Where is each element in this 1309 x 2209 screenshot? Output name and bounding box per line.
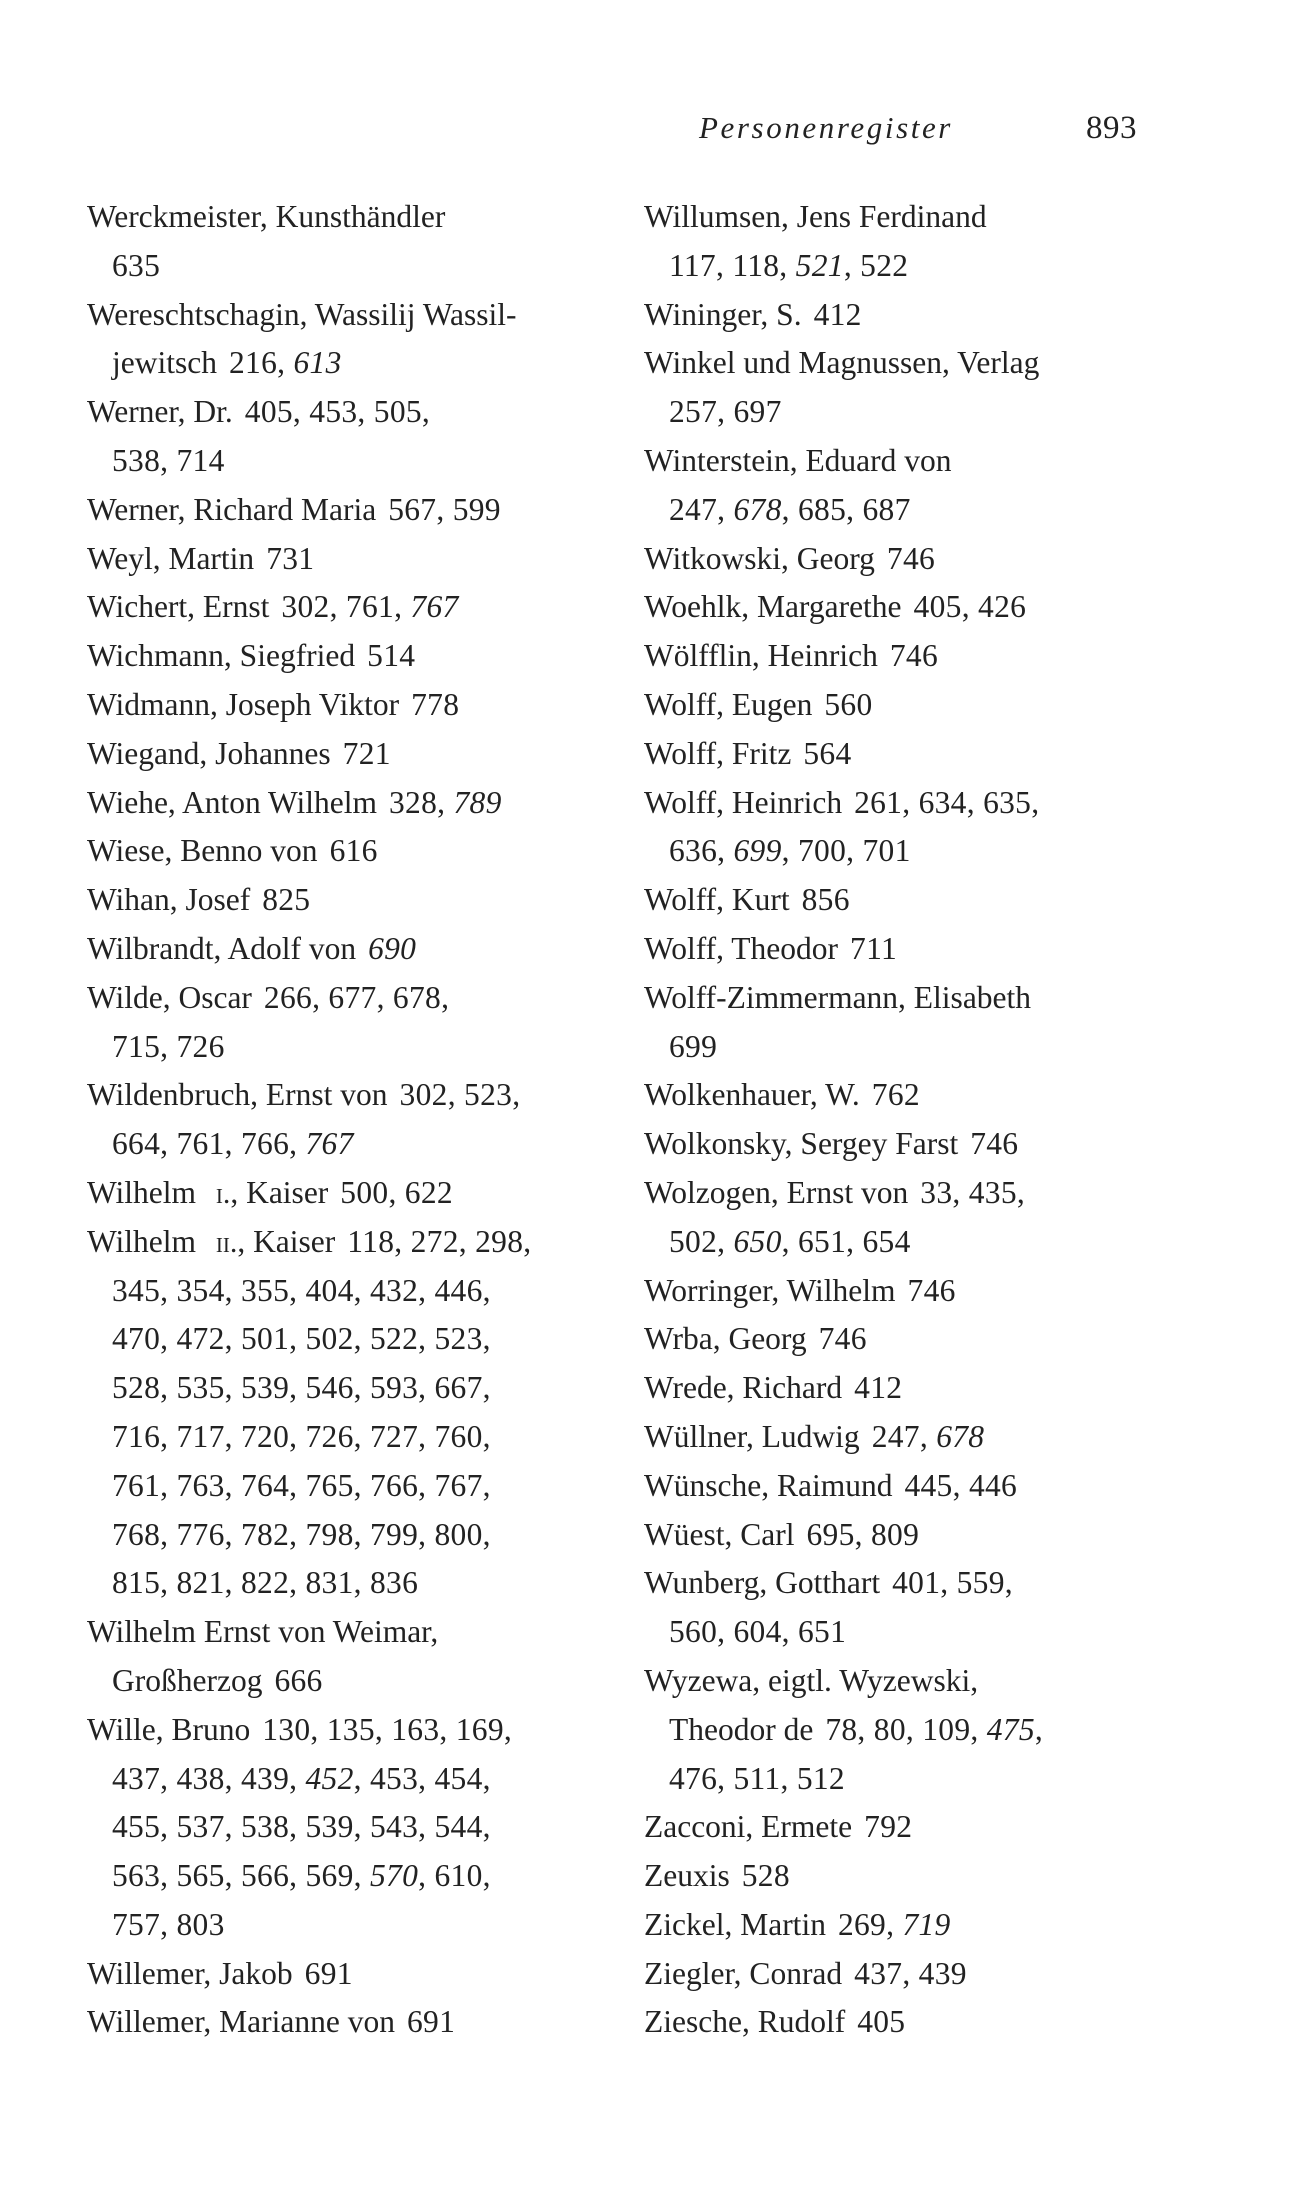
page-reference: 455, 537, 538, 539, 543, 544, bbox=[112, 1809, 491, 1845]
person-name: Wolff, Heinrich bbox=[644, 784, 843, 820]
page-reference: , 453, 454, bbox=[353, 1760, 491, 1796]
person-name: Wildenbruch, Ernst von bbox=[87, 1077, 388, 1113]
index-continuation-line bbox=[87, 437, 587, 486]
page-reference: 302, 761, bbox=[281, 589, 411, 625]
index-entry-line bbox=[87, 1998, 587, 2047]
page-reference: , 651, 654 bbox=[781, 1223, 911, 1259]
index-entry-line bbox=[87, 486, 587, 535]
person-name: Wrede, Richard bbox=[644, 1370, 843, 1406]
page-reference-italic: 719 bbox=[902, 1906, 951, 1942]
index-entry-line bbox=[644, 1901, 1144, 1950]
index-entry-line bbox=[644, 437, 1144, 486]
index-continuation-line bbox=[87, 1901, 587, 1950]
page-reference: 261, 634, 635, bbox=[854, 784, 1040, 820]
page-reference: 257, 697 bbox=[669, 394, 782, 430]
page-reference: 746 bbox=[907, 1272, 956, 1308]
person-name: Winterstein, Eduard von bbox=[644, 442, 952, 478]
index-entry-line bbox=[87, 876, 587, 925]
page-reference: 405 bbox=[857, 2004, 906, 2040]
index-continuation-line bbox=[87, 1852, 587, 1901]
page-reference: 302, 523, bbox=[399, 1077, 521, 1113]
page-reference: 528, 535, 539, 546, 593, 667, bbox=[112, 1370, 491, 1406]
index-column-left bbox=[87, 193, 587, 2047]
page-reference: 78, 80, 109, bbox=[825, 1711, 987, 1747]
index-entry-line bbox=[644, 291, 1144, 340]
person-name: Wilhelm bbox=[87, 1223, 204, 1259]
page-reference: 437, 439 bbox=[854, 1955, 967, 1991]
person-name: Ziegler, Conrad bbox=[644, 1955, 843, 1991]
person-name: Wichmann, Siegfried bbox=[87, 638, 356, 674]
person-name: Wilbrandt, Adolf von bbox=[87, 930, 357, 966]
page-reference: 538, 714 bbox=[112, 442, 225, 478]
page-reference: 345, 354, 355, 404, 432, 446, bbox=[112, 1272, 491, 1308]
page-reference: 514 bbox=[367, 638, 416, 674]
index-entry-line bbox=[87, 388, 587, 437]
index-continuation-line bbox=[87, 1657, 587, 1706]
index-entry-line bbox=[87, 1218, 587, 1267]
page-reference: 117, 118, bbox=[669, 247, 796, 283]
index-entry-line bbox=[644, 925, 1144, 974]
person-name: Wereschtschagin, Wassilij Wassil- bbox=[87, 296, 517, 332]
index-entry-line bbox=[87, 535, 587, 584]
person-name: Wolff, Fritz bbox=[644, 735, 792, 771]
running-head bbox=[0, 100, 1309, 156]
person-name: Theodor de bbox=[669, 1711, 814, 1747]
person-name: Worringer, Wilhelm bbox=[644, 1272, 896, 1308]
index-continuation-line bbox=[644, 1023, 1144, 1072]
index-continuation-line bbox=[644, 827, 1144, 876]
index-continuation-line bbox=[87, 1803, 587, 1852]
page-reference: 616 bbox=[329, 833, 378, 869]
page-reference: 247, bbox=[871, 1418, 937, 1454]
person-name: , Kaiser bbox=[237, 1223, 336, 1259]
person-name: Wilhelm bbox=[87, 1174, 204, 1210]
page-reference: , 522 bbox=[843, 247, 909, 283]
index-entry-line bbox=[87, 1071, 587, 1120]
index-entry-line bbox=[644, 339, 1144, 388]
index-entry-line bbox=[644, 1120, 1144, 1169]
index-entry-line bbox=[87, 1608, 587, 1657]
index-entry-line bbox=[87, 291, 587, 340]
index-entry-line bbox=[644, 535, 1144, 584]
index-entry-line bbox=[644, 1315, 1144, 1364]
page-reference: 825 bbox=[262, 882, 311, 918]
index-entry-line bbox=[644, 1852, 1144, 1901]
page-reference: 401, 559, bbox=[892, 1565, 1013, 1601]
page-reference: 721 bbox=[342, 735, 391, 771]
index-entry-line bbox=[644, 681, 1144, 730]
page-reference: 567, 599 bbox=[388, 491, 501, 527]
page-reference: 635 bbox=[112, 247, 161, 283]
index-entry-line bbox=[87, 583, 587, 632]
index-entry-line bbox=[644, 583, 1144, 632]
index-continuation-line bbox=[87, 1413, 587, 1462]
page-reference: 247, bbox=[669, 491, 734, 527]
index-continuation-line bbox=[87, 1120, 587, 1169]
person-name: Zacconi, Ermete bbox=[644, 1809, 853, 1845]
person-name: Werner, Dr. bbox=[87, 394, 233, 430]
person-name: Wolkenhauer, W. bbox=[644, 1077, 860, 1113]
person-name: Wininger, S. bbox=[644, 296, 802, 332]
person-name: Wiegand, Johannes bbox=[87, 735, 331, 771]
page-reference: 699 bbox=[669, 1028, 718, 1064]
page-reference: 746 bbox=[886, 540, 936, 576]
index-entry-line bbox=[644, 974, 1144, 1023]
person-name: Witkowski, Georg bbox=[644, 540, 875, 576]
index-entry-line bbox=[87, 827, 587, 876]
index-entry-line bbox=[87, 193, 587, 242]
page-reference: 856 bbox=[801, 882, 850, 918]
index-entry-line bbox=[644, 1267, 1144, 1316]
page-reference-italic: 767 bbox=[305, 1126, 354, 1162]
page-reference: 664, 761, 766, bbox=[112, 1126, 306, 1162]
index-entry-line bbox=[87, 632, 587, 681]
index-continuation-line bbox=[644, 1706, 1144, 1755]
index-entry-line bbox=[644, 632, 1144, 681]
person-name: Werckmeister, Kunsthändler bbox=[87, 199, 446, 234]
page-reference: 130, 135, 163, 169, bbox=[262, 1711, 513, 1747]
person-name: Weyl, Martin bbox=[87, 540, 255, 576]
index-continuation-line bbox=[644, 242, 1144, 291]
person-name: Wiese, Benno von bbox=[87, 833, 318, 869]
person-name: jewitsch bbox=[112, 345, 217, 381]
page-reference: 778 bbox=[411, 686, 460, 722]
page-reference: 405, 453, 505, bbox=[244, 394, 431, 430]
page-reference: 564 bbox=[803, 735, 852, 771]
page-reference: 476, 511, 512 bbox=[669, 1760, 845, 1796]
page-reference: 691 bbox=[407, 2004, 456, 2040]
person-name: Wihan, Josef bbox=[87, 882, 251, 918]
person-name: Ziesche, Rudolf bbox=[644, 2004, 846, 2040]
person-name: Wölfflin, Heinrich bbox=[644, 638, 878, 674]
person-name: Werner, Richard Maria bbox=[87, 491, 377, 527]
page-reference: 560 bbox=[824, 686, 873, 722]
page-reference: 563, 565, 566, 569, bbox=[112, 1858, 370, 1894]
page-reference: 716, 717, 720, 726, 727, 760, bbox=[112, 1418, 491, 1454]
index-continuation-line bbox=[644, 1755, 1144, 1804]
page-reference: 757, 803 bbox=[112, 1906, 225, 1942]
index-entry-line bbox=[644, 1950, 1144, 1999]
person-name: Zeuxis bbox=[644, 1858, 730, 1894]
person-name: Wunberg, Gotthart bbox=[644, 1565, 881, 1601]
person-name: Winkel und Magnussen, Verlag bbox=[644, 345, 1040, 381]
index-entry-line bbox=[644, 1462, 1144, 1511]
index-continuation-line bbox=[87, 242, 587, 291]
page-reference: 502, bbox=[669, 1223, 734, 1259]
page-reference: 216, bbox=[228, 345, 294, 381]
index-entry-line bbox=[644, 1169, 1144, 1218]
page-reference: 500, 622 bbox=[340, 1174, 453, 1210]
page-reference: 269, bbox=[837, 1906, 903, 1942]
index-continuation-line bbox=[644, 1608, 1144, 1657]
page-reference: 405, 426 bbox=[913, 589, 1027, 625]
page-reference-italic: 521 bbox=[795, 247, 844, 283]
index-continuation-line bbox=[87, 1315, 587, 1364]
page-reference: 445, 446 bbox=[904, 1467, 1018, 1503]
page-reference: 695, 809 bbox=[806, 1516, 920, 1552]
page-reference: 715, 726 bbox=[112, 1028, 225, 1064]
page-reference: 768, 776, 782, 798, 799, 800, bbox=[112, 1516, 491, 1552]
person-name: Wyzewa, eigtl. Wyzewski, bbox=[644, 1662, 979, 1698]
page-reference-italic: 678 bbox=[936, 1418, 985, 1454]
page-reference-italic: 452 bbox=[305, 1760, 354, 1796]
index-continuation-line bbox=[87, 339, 587, 388]
page-reference: 33, 435, bbox=[920, 1174, 1026, 1210]
person-name: Willemer, Marianne von bbox=[87, 2004, 395, 2040]
roman-numeral: i. bbox=[215, 1176, 231, 1210]
index-entry-line bbox=[644, 1071, 1144, 1120]
index-entry-line bbox=[644, 730, 1144, 779]
index-entry-line bbox=[87, 1169, 587, 1218]
page-reference-italic: 475 bbox=[986, 1711, 1035, 1747]
page-reference: 746 bbox=[970, 1126, 1019, 1162]
index-entry-line bbox=[644, 876, 1144, 925]
person-name: Wolzogen, Ernst von bbox=[644, 1174, 909, 1210]
person-name: Willemer, Jakob bbox=[87, 1955, 293, 1991]
page-number: 893 bbox=[1086, 110, 1137, 146]
index-entry-line bbox=[644, 193, 1144, 242]
page-reference: , 610, bbox=[418, 1858, 491, 1894]
page-reference: , 700, 701 bbox=[781, 833, 911, 869]
index-entry-line bbox=[644, 1998, 1144, 2047]
page-reference: 118, 272, 298, bbox=[347, 1223, 532, 1259]
person-name: Wüllner, Ludwig bbox=[644, 1418, 860, 1454]
person-name: Wolff, Eugen bbox=[644, 686, 813, 722]
index-entry-line bbox=[644, 779, 1144, 828]
index-entry-line bbox=[87, 1950, 587, 1999]
index-entry-line bbox=[644, 1511, 1144, 1560]
page-reference: , 685, 687 bbox=[781, 491, 911, 527]
person-name: Widmann, Joseph Viktor bbox=[87, 686, 400, 722]
page-reference-italic: 789 bbox=[453, 784, 502, 820]
page-reference: 412 bbox=[813, 296, 862, 332]
person-name: Wichert, Ernst bbox=[87, 589, 270, 625]
person-name: Wiehe, Anton Wilhelm bbox=[87, 784, 377, 820]
page-reference: 746 bbox=[889, 638, 939, 674]
index-column-right bbox=[644, 193, 1144, 2047]
page-reference: 711 bbox=[850, 930, 897, 966]
page-reference: 792 bbox=[864, 1809, 913, 1845]
page-reference-italic: 767 bbox=[410, 589, 459, 625]
roman-numeral: ii. bbox=[215, 1225, 238, 1259]
page-reference: 762 bbox=[871, 1077, 920, 1113]
index-continuation-line bbox=[644, 486, 1144, 535]
person-name: Wolff, Theodor bbox=[644, 930, 839, 966]
page-reference: 761, 763, 764, 765, 766, 767, bbox=[112, 1467, 491, 1503]
person-name: Wolff-Zimmermann, Elisabeth bbox=[644, 979, 1032, 1015]
page-reference: 470, 472, 501, 502, 522, 523, bbox=[112, 1321, 491, 1357]
person-name: Wolff, Kurt bbox=[644, 882, 790, 918]
index-continuation-line bbox=[87, 1023, 587, 1072]
page-reference-italic: 690 bbox=[368, 930, 417, 966]
person-name: Willumsen, Jens Ferdinand bbox=[644, 199, 987, 234]
index-continuation-line bbox=[87, 1559, 587, 1608]
page-reference: 746 bbox=[818, 1321, 867, 1357]
page-reference: 328, bbox=[388, 784, 454, 820]
person-name: Wilde, Oscar bbox=[87, 979, 252, 1015]
page-reference: 412 bbox=[854, 1370, 903, 1406]
index-continuation-line bbox=[644, 388, 1144, 437]
person-name: Wüest, Carl bbox=[644, 1516, 795, 1552]
person-name: Wolkonsky, Sergey Farst bbox=[644, 1126, 959, 1162]
page-reference: 691 bbox=[304, 1955, 353, 1991]
page-reference-italic: 699 bbox=[733, 833, 782, 869]
index-continuation-line bbox=[87, 1511, 587, 1560]
person-name: Wilhelm Ernst von Weimar, bbox=[87, 1614, 439, 1650]
index-continuation-line bbox=[644, 1218, 1144, 1267]
index-entry-line bbox=[644, 1803, 1144, 1852]
page-reference-italic: 570 bbox=[370, 1858, 419, 1894]
page-reference: 266, 677, 678, bbox=[263, 979, 450, 1015]
index-entry-line bbox=[87, 974, 587, 1023]
index-continuation-line bbox=[87, 1462, 587, 1511]
index-entry-line bbox=[644, 1657, 1144, 1706]
page-reference: 815, 821, 822, 831, 836 bbox=[112, 1565, 419, 1601]
page-reference: 560, 604, 651 bbox=[669, 1614, 847, 1650]
index-entry-line bbox=[644, 1559, 1144, 1608]
page-reference: 528 bbox=[741, 1858, 790, 1894]
page-reference-italic: 650 bbox=[733, 1223, 782, 1259]
running-head-title: Personenregister bbox=[699, 110, 953, 145]
index-entry-line bbox=[87, 730, 587, 779]
index-continuation-line bbox=[87, 1267, 587, 1316]
index-continuation-line bbox=[87, 1364, 587, 1413]
person-name: Wille, Bruno bbox=[87, 1711, 251, 1747]
person-name: Zickel, Martin bbox=[644, 1906, 826, 1942]
page-reference: 437, 438, 439, bbox=[112, 1760, 306, 1796]
page-reference-italic: 678 bbox=[733, 491, 782, 527]
person-name: Woehlk, Margarethe bbox=[644, 589, 902, 625]
index-entry-line bbox=[87, 925, 587, 974]
page-reference: 666 bbox=[274, 1662, 323, 1698]
index-continuation-line bbox=[87, 1755, 587, 1804]
page-reference: 731 bbox=[266, 540, 315, 576]
person-name: Wünsche, Raimund bbox=[644, 1467, 893, 1503]
page-reference-italic: 613 bbox=[293, 345, 342, 381]
page-reference: 636, bbox=[669, 833, 734, 869]
person-name: Großherzog bbox=[112, 1662, 263, 1698]
person-name: Wrba, Georg bbox=[644, 1321, 807, 1357]
page-reference: , bbox=[1034, 1711, 1044, 1747]
index-entry-line bbox=[644, 1364, 1144, 1413]
index-entry-line bbox=[87, 779, 587, 828]
index-entry-line bbox=[644, 1413, 1144, 1462]
index-entry-line bbox=[87, 1706, 587, 1755]
person-name: , Kaiser bbox=[230, 1174, 329, 1210]
index-entry-line bbox=[87, 681, 587, 730]
